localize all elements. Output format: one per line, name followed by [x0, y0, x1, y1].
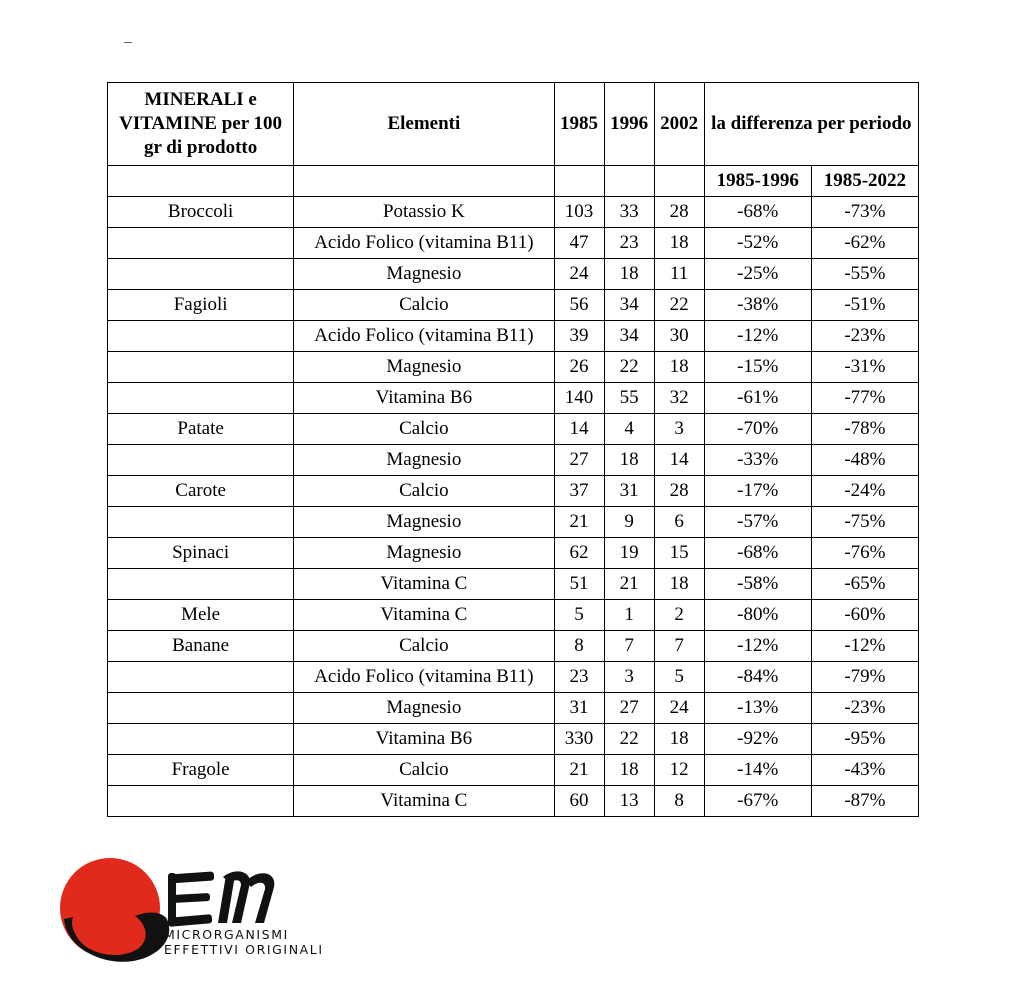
- cell-diff-1985-1996: -68%: [704, 538, 811, 569]
- cell-1985: 21: [554, 507, 604, 538]
- cell-diff-1985-1996: -15%: [704, 352, 811, 383]
- cell-diff-1985-2022: -24%: [811, 476, 918, 507]
- cell-1985: 330: [554, 724, 604, 755]
- cell-diff-1985-2022: -43%: [811, 755, 918, 786]
- cell-product: Fagioli: [108, 290, 294, 321]
- cell-diff-1985-2022: -87%: [811, 786, 918, 817]
- cell-1985: 24: [554, 259, 604, 290]
- cell-diff-1985-2022: -75%: [811, 507, 918, 538]
- subheader-empty: [554, 166, 604, 197]
- cell-diff-1985-1996: -84%: [704, 662, 811, 693]
- cell-element: Vitamina C: [294, 600, 554, 631]
- cell-1996: 18: [604, 755, 654, 786]
- cell-element: Calcio: [294, 755, 554, 786]
- cell-2002: 24: [654, 693, 704, 724]
- cell-2002: 30: [654, 321, 704, 352]
- subheader-empty: [294, 166, 554, 197]
- cell-diff-1985-1996: -61%: [704, 383, 811, 414]
- cell-element: Acido Folico (vitamina B11): [294, 662, 554, 693]
- cell-diff-1985-2022: -23%: [811, 693, 918, 724]
- table-row: [108, 321, 919, 352]
- cell-element: Magnesio: [294, 693, 554, 724]
- subheader-empty: [604, 166, 654, 197]
- cell-1985: 37: [554, 476, 604, 507]
- table-body: [108, 197, 919, 817]
- cell-diff-1985-2022: -55%: [811, 259, 918, 290]
- table-row: [108, 290, 919, 321]
- cell-1985: 62: [554, 538, 604, 569]
- table-row: [108, 724, 919, 755]
- header-year-1985: 1985: [554, 83, 604, 166]
- cell-element: Magnesio: [294, 352, 554, 383]
- cell-diff-1985-2022: -12%: [811, 631, 918, 662]
- header-year-2002: 2002: [654, 83, 704, 166]
- cell-2002: 11: [654, 259, 704, 290]
- header-row: [108, 83, 919, 166]
- cell-2002: 7: [654, 631, 704, 662]
- cell-element: Calcio: [294, 414, 554, 445]
- table-row: [108, 507, 919, 538]
- cell-element: Vitamina C: [294, 569, 554, 600]
- cell-diff-1985-1996: -12%: [704, 631, 811, 662]
- header-year-1996: 1996: [604, 83, 654, 166]
- logo-line-1: MICRORGANISMI: [164, 927, 289, 942]
- cell-diff-1985-2022: -51%: [811, 290, 918, 321]
- cell-product: [108, 445, 294, 476]
- cell-2002: 28: [654, 197, 704, 228]
- cell-element: Vitamina B6: [294, 383, 554, 414]
- subheader-empty: [108, 166, 294, 197]
- cell-element: Vitamina C: [294, 786, 554, 817]
- cell-product: [108, 569, 294, 600]
- cell-1996: 21: [604, 569, 654, 600]
- cell-product: [108, 662, 294, 693]
- table-row: [108, 600, 919, 631]
- table-row: [108, 414, 919, 445]
- cell-diff-1985-1996: -67%: [704, 786, 811, 817]
- cell-product: [108, 321, 294, 352]
- subheader-period-1: 1985-1996: [704, 166, 811, 197]
- cell-1996: 18: [604, 445, 654, 476]
- cell-2002: 2: [654, 600, 704, 631]
- cell-diff-1985-1996: -25%: [704, 259, 811, 290]
- cell-diff-1985-2022: -62%: [811, 228, 918, 259]
- cell-2002: 28: [654, 476, 704, 507]
- cell-diff-1985-1996: -38%: [704, 290, 811, 321]
- cell-product: [108, 259, 294, 290]
- cell-diff-1985-2022: -65%: [811, 569, 918, 600]
- table-row: [108, 693, 919, 724]
- cell-1985: 26: [554, 352, 604, 383]
- cell-2002: 18: [654, 724, 704, 755]
- stray-dash-mark: [124, 42, 132, 43]
- cell-1985: 27: [554, 445, 604, 476]
- table-row: [108, 352, 919, 383]
- table-row: [108, 476, 919, 507]
- cell-1985: 103: [554, 197, 604, 228]
- cell-1985: 47: [554, 228, 604, 259]
- cell-1996: 13: [604, 786, 654, 817]
- cell-element: Calcio: [294, 476, 554, 507]
- cell-product: Spinaci: [108, 538, 294, 569]
- cell-1996: 22: [604, 724, 654, 755]
- table-row: [108, 259, 919, 290]
- cell-product: [108, 786, 294, 817]
- cell-diff-1985-1996: -13%: [704, 693, 811, 724]
- subheader-period-2: 1985-2022: [811, 166, 918, 197]
- cell-1996: 7: [604, 631, 654, 662]
- cell-element: Magnesio: [294, 259, 554, 290]
- cell-1985: 14: [554, 414, 604, 445]
- cell-element: Magnesio: [294, 538, 554, 569]
- cell-element: Magnesio: [294, 507, 554, 538]
- cell-element: Acido Folico (vitamina B11): [294, 228, 554, 259]
- cell-2002: 8: [654, 786, 704, 817]
- table-row: [108, 228, 919, 259]
- cell-diff-1985-1996: -33%: [704, 445, 811, 476]
- cell-diff-1985-1996: -14%: [704, 755, 811, 786]
- logo-line-2: EFFETTIVI ORIGINALI: [164, 942, 324, 957]
- cell-1985: 56: [554, 290, 604, 321]
- table-row: [108, 445, 919, 476]
- cell-2002: 12: [654, 755, 704, 786]
- cell-1996: 1: [604, 600, 654, 631]
- header-product: MINERALI e VITAMINE per 100 gr di prodotto: [108, 83, 294, 166]
- table-row: [108, 383, 919, 414]
- cell-product: [108, 724, 294, 755]
- cell-2002: 14: [654, 445, 704, 476]
- cell-1985: 39: [554, 321, 604, 352]
- cell-product: [108, 228, 294, 259]
- cell-1985: 140: [554, 383, 604, 414]
- cell-diff-1985-1996: -68%: [704, 197, 811, 228]
- cell-2002: 15: [654, 538, 704, 569]
- cell-1996: 55: [604, 383, 654, 414]
- table-row: [108, 631, 919, 662]
- cell-diff-1985-1996: -70%: [704, 414, 811, 445]
- cell-product: [108, 352, 294, 383]
- cell-element: Calcio: [294, 290, 554, 321]
- cell-product: [108, 507, 294, 538]
- table-row: [108, 755, 919, 786]
- table-row: [108, 538, 919, 569]
- cell-product: Broccoli: [108, 197, 294, 228]
- cell-product: [108, 693, 294, 724]
- logo-text: [164, 927, 324, 957]
- cell-diff-1985-1996: -92%: [704, 724, 811, 755]
- cell-element: Potassio K: [294, 197, 554, 228]
- cell-2002: 32: [654, 383, 704, 414]
- cell-element: Acido Folico (vitamina B11): [294, 321, 554, 352]
- cell-diff-1985-2022: -79%: [811, 662, 918, 693]
- cell-1985: 31: [554, 693, 604, 724]
- header-elements: Elementi: [294, 83, 554, 166]
- subheader-row: [108, 166, 919, 197]
- cell-1996: 22: [604, 352, 654, 383]
- cell-2002: 5: [654, 662, 704, 693]
- cell-1996: 31: [604, 476, 654, 507]
- cell-2002: 18: [654, 352, 704, 383]
- cell-diff-1985-2022: -78%: [811, 414, 918, 445]
- cell-1996: 18: [604, 259, 654, 290]
- cell-1996: 27: [604, 693, 654, 724]
- cell-1996: 4: [604, 414, 654, 445]
- cell-2002: 6: [654, 507, 704, 538]
- cell-product: [108, 383, 294, 414]
- cell-2002: 18: [654, 228, 704, 259]
- cell-1996: 23: [604, 228, 654, 259]
- cell-product: Fragole: [108, 755, 294, 786]
- cell-diff-1985-2022: -60%: [811, 600, 918, 631]
- cell-1996: 34: [604, 321, 654, 352]
- cell-product: Carote: [108, 476, 294, 507]
- cell-diff-1985-2022: -23%: [811, 321, 918, 352]
- cell-diff-1985-2022: -77%: [811, 383, 918, 414]
- cell-1996: 3: [604, 662, 654, 693]
- cell-1996: 33: [604, 197, 654, 228]
- cell-element: Calcio: [294, 631, 554, 662]
- cell-element: Magnesio: [294, 445, 554, 476]
- cell-diff-1985-1996: -12%: [704, 321, 811, 352]
- table-row: [108, 662, 919, 693]
- cell-diff-1985-2022: -95%: [811, 724, 918, 755]
- cell-2002: 18: [654, 569, 704, 600]
- cell-diff-1985-1996: -17%: [704, 476, 811, 507]
- cell-2002: 22: [654, 290, 704, 321]
- table-row: [108, 786, 919, 817]
- cell-element: Vitamina B6: [294, 724, 554, 755]
- cell-1996: 34: [604, 290, 654, 321]
- cell-diff-1985-2022: -48%: [811, 445, 918, 476]
- table-row: [108, 197, 919, 228]
- cell-diff-1985-1996: -52%: [704, 228, 811, 259]
- nutrient-table: [107, 82, 919, 817]
- cell-1985: 8: [554, 631, 604, 662]
- cell-1985: 23: [554, 662, 604, 693]
- cell-product: Mele: [108, 600, 294, 631]
- subheader-empty: [654, 166, 704, 197]
- cell-diff-1985-2022: -31%: [811, 352, 918, 383]
- cell-1985: 60: [554, 786, 604, 817]
- header-difference: la differenza per periodo: [704, 83, 918, 166]
- cell-product: Patate: [108, 414, 294, 445]
- cell-1996: 19: [604, 538, 654, 569]
- cell-1985: 21: [554, 755, 604, 786]
- cell-diff-1985-1996: -57%: [704, 507, 811, 538]
- cell-2002: 3: [654, 414, 704, 445]
- cell-diff-1985-2022: -73%: [811, 197, 918, 228]
- cell-product: Banane: [108, 631, 294, 662]
- cell-1996: 9: [604, 507, 654, 538]
- cell-1985: 5: [554, 600, 604, 631]
- cell-1985: 51: [554, 569, 604, 600]
- cell-diff-1985-1996: -80%: [704, 600, 811, 631]
- table-row: [108, 569, 919, 600]
- cell-diff-1985-1996: -58%: [704, 569, 811, 600]
- em-brush-mark: [168, 871, 275, 927]
- cell-diff-1985-2022: -76%: [811, 538, 918, 569]
